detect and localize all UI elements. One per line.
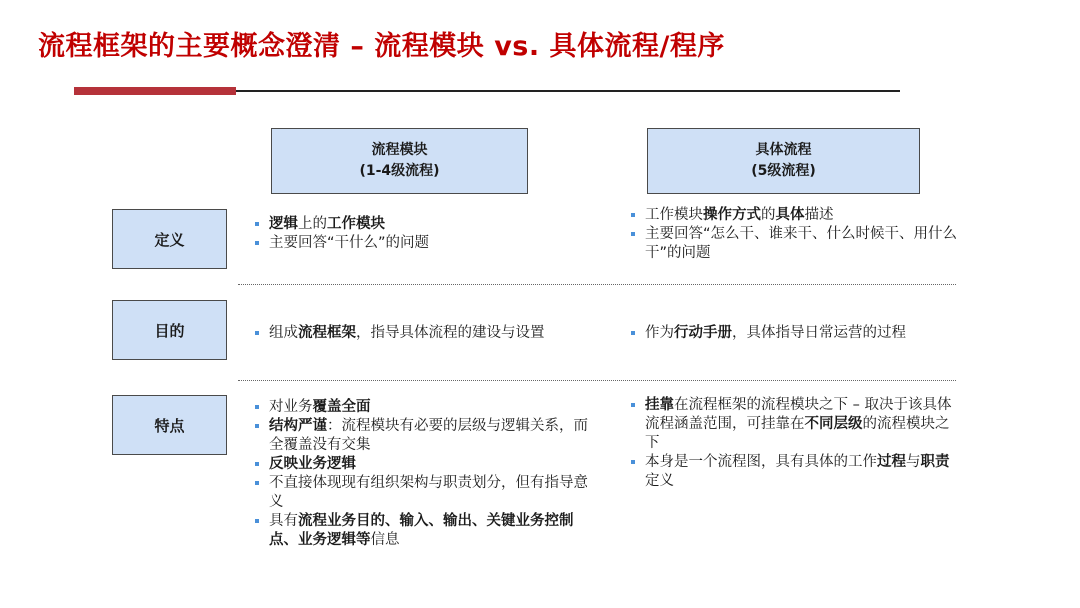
text: ，具体指导日常运营的过程 [732, 325, 906, 341]
text: 作为 [645, 325, 674, 341]
text: 定义 [645, 473, 674, 489]
bold-text: 覆盖全面 [312, 399, 371, 415]
bold-text: 操作方式 [703, 207, 761, 223]
column-header-name: 具体流程 [755, 142, 812, 158]
text: ，指导具体流程的建设与设置 [356, 325, 545, 341]
bullet-item [254, 512, 599, 550]
bullet-list [254, 215, 599, 253]
bullet-item [630, 453, 960, 491]
bullet-item [254, 234, 599, 253]
text: 本身是一个流程图，具有具体的工作 [645, 454, 877, 470]
bold-text: 结构严谨 [269, 418, 327, 434]
bullet-item [254, 455, 599, 474]
bullet-list [630, 396, 960, 491]
cell-features-specific [630, 396, 960, 491]
bold-text: 逻辑 [269, 216, 298, 232]
bold-text: 不同层级 [804, 416, 863, 432]
bold-text: 过程 [877, 454, 906, 470]
title-accent-bar [74, 87, 236, 95]
text: ：流程模块有必要的层级与逻辑关系，而全覆盖没有交集 [269, 418, 588, 453]
bullet-list [630, 206, 960, 263]
bullet-item [254, 324, 599, 343]
bold-text: 流程业务目的、输入、输出、关键业务控制点、业务逻辑等 [269, 513, 574, 548]
cell-features-module [254, 398, 599, 550]
cell-definition-specific [630, 206, 960, 263]
row-header-definition: 定义 [112, 209, 227, 269]
column-header-name: 流程模块 [371, 142, 428, 158]
text: 具有 [269, 513, 298, 529]
bullet-item [630, 206, 960, 225]
bold-text: 挂靠 [645, 397, 674, 413]
row-divider [238, 380, 956, 381]
cell-purpose-module [254, 324, 599, 343]
bullet-item [254, 398, 599, 417]
column-header-process-module [271, 128, 528, 194]
cell-purpose-specific [630, 324, 960, 343]
bold-text: 流程框架 [298, 325, 356, 341]
bold-text: 反映业务逻辑 [269, 456, 356, 472]
bold-text: 行动手册 [674, 325, 732, 341]
bullet-list [254, 324, 599, 343]
text: 的 [761, 207, 776, 223]
column-header-specific-process [647, 128, 920, 194]
text: 对业务 [269, 399, 313, 415]
text: 不直接体现现有组织架构与职责划分，但有指导意义 [269, 475, 588, 510]
bullet-list [254, 398, 599, 550]
bullet-item [630, 396, 960, 453]
text: 与 [906, 454, 921, 470]
slide-title: 流程框架的主要概念澄清 – 流程模块 vs. 具体流程/程序 [38, 31, 725, 62]
bullet-item [630, 225, 960, 263]
text: 主要回答“干什么”的问题 [269, 235, 430, 251]
column-header-sub: (5级流程) [751, 163, 816, 179]
bullet-item [254, 417, 599, 455]
bullet-list [630, 324, 960, 343]
text: 主要回答“怎么干、谁来干、什么时候干、用什么干”的问题 [645, 226, 958, 261]
text: 信息 [370, 532, 400, 548]
text: 的流程模块之下 [645, 416, 950, 451]
title-underline [236, 90, 900, 92]
row-divider [238, 284, 956, 285]
column-header-sub: (1-4级流程) [359, 163, 440, 179]
row-header-features: 特点 [112, 395, 227, 455]
cell-definition-module [254, 215, 599, 253]
bold-text: 具体 [775, 207, 805, 223]
text: 上的 [298, 216, 327, 232]
bullet-item [254, 474, 599, 512]
text: 在流程框架的流程模块之下 – 取决于该具体流程涵盖范围，可挂靠在 [645, 397, 952, 432]
bold-text: 工作模块 [327, 216, 385, 232]
text: 工作模块 [645, 207, 703, 223]
text: 描述 [804, 207, 834, 223]
bold-text: 职责 [920, 454, 950, 470]
bullet-item [630, 324, 960, 343]
bullet-item [254, 215, 599, 234]
row-header-purpose: 目的 [112, 300, 227, 360]
text: 组成 [269, 325, 298, 341]
